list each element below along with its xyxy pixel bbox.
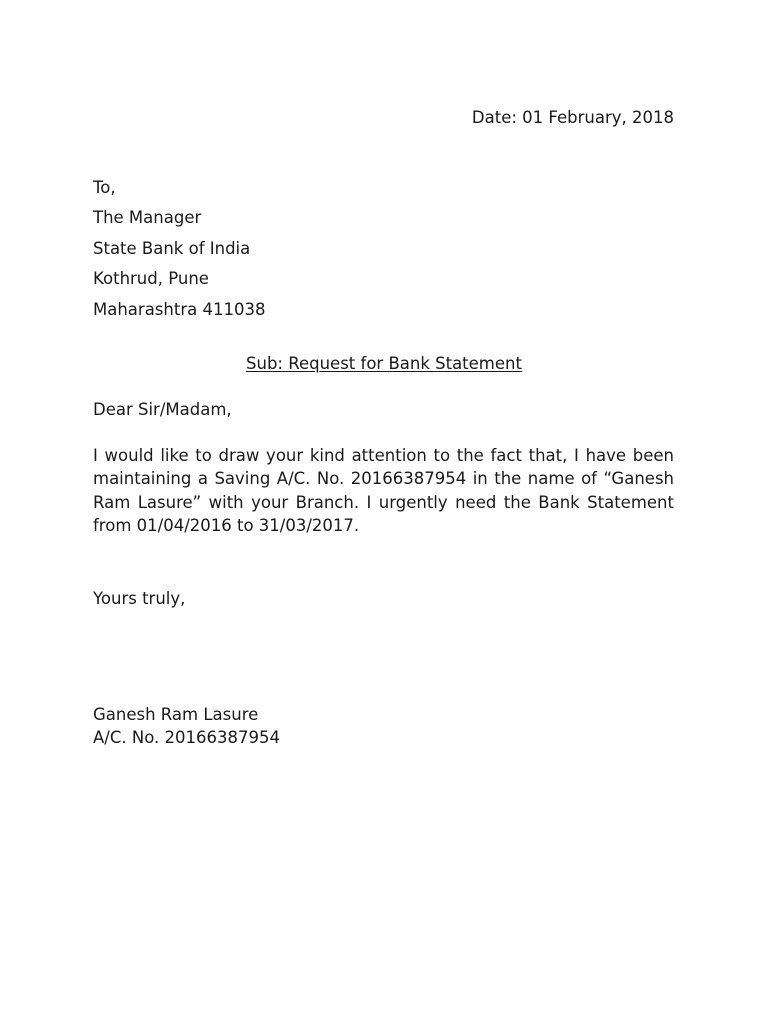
recipient-bank: State Bank of India [93,239,251,258]
subject-text: Sub: Request for Bank Statement [246,354,522,373]
recipient-title: The Manager [93,208,202,227]
letter-date: Date: 01 February, 2018 [471,108,674,127]
closing: Yours truly, [93,589,186,608]
recipient-state-pin: Maharashtra 411038 [93,300,266,319]
recipient-branch: Kothrud, Pune [93,269,209,288]
recipient-to: To, [93,178,116,197]
signature-name: Ganesh Ram Lasure [93,705,259,724]
signature-account: A/C. No. 20166387954 [93,728,280,747]
subject-line [0,353,768,375]
salutation: Dear Sir/Madam, [93,400,232,419]
body-paragraph: I would like to draw your kind attention to the fact that, I have been maintaining a Saving A/C. No. 20166387954 in the name of “Ganesh Ram Lasure” with your Branch. I urgently need the Bank Statement from 01/04/2016 to 31/03/2017. [93,446,674,535]
